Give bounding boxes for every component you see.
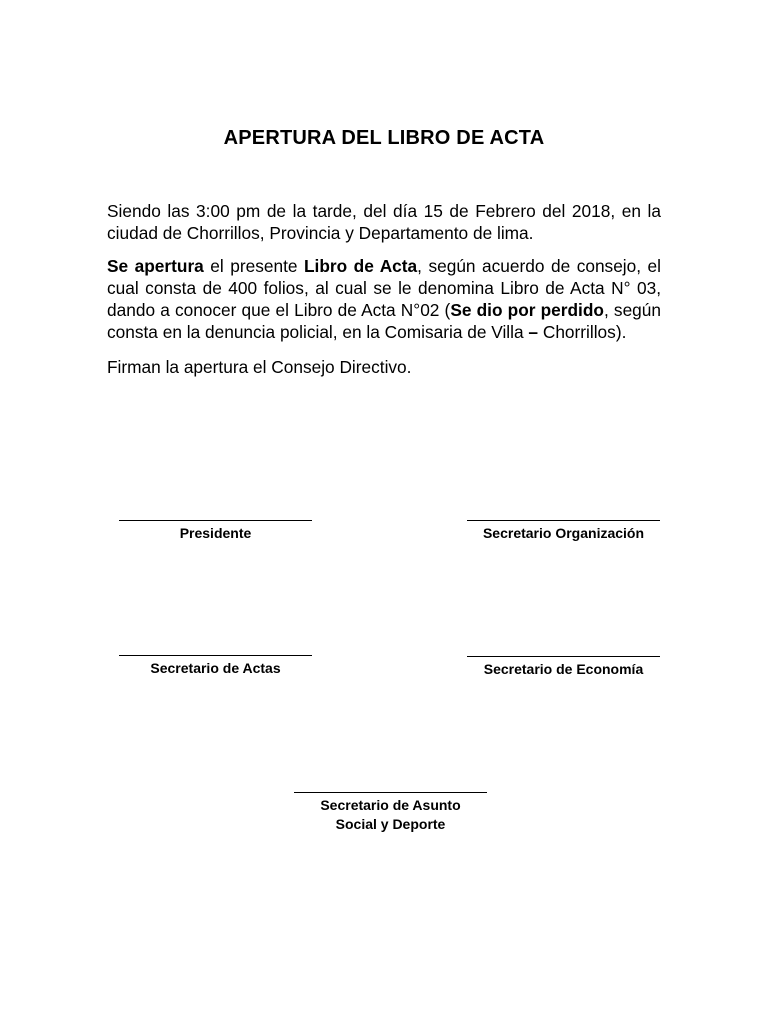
signature-block-secretario-asunto-social [294, 792, 487, 834]
signature-block-secretario-organizacion [467, 520, 660, 543]
paragraph-date-location: Siendo las 3:00 pm de la tarde, del día 15 de Febrero del 2018, en la ciudad de Chorrillos, Provincia y Departamento de lima. [107, 201, 661, 243]
bold-dash: – [528, 322, 539, 342]
paragraph-opening [107, 255, 661, 343]
paragraph-text: , según acuerdo de consejo, el cual consta de 400 folios, al cual se le denomina Libro de Acta N° 03, dando a conocer que el Libro de Acta N°02 ( [107, 256, 662, 320]
signature-line [119, 655, 312, 656]
signature-line [119, 520, 312, 521]
paragraph-text: el presente [203, 256, 304, 276]
signature-block-secretario-actas [119, 655, 312, 678]
bold-se-apertura: Se apertura [107, 256, 204, 276]
signature-label: Presidente [179, 525, 252, 541]
paragraph-signers: Firman la apertura el Consejo Directivo. [107, 357, 412, 377]
signature-line [294, 792, 487, 793]
signature-line [467, 656, 660, 657]
paragraph-text: Chorrillos). [538, 322, 627, 342]
signature-label-line1: Secretario de Asunto [320, 797, 461, 813]
signature-label: Secretario de Economía [483, 661, 644, 677]
paragraph-text: , según consta en la denuncia policial, en la Comisaria de Villa [107, 300, 662, 342]
document-title: APERTURA DEL LIBRO DE ACTA [223, 127, 545, 149]
signature-label: Secretario Organización [482, 525, 645, 541]
bold-se-dio-por-perdido: Se dio por perdido [450, 300, 604, 320]
bold-libro-de-acta: Libro de Acta [303, 256, 418, 276]
signature-line [467, 520, 660, 521]
signature-block-secretario-economia [467, 656, 660, 679]
signature-label: Secretario de Actas [150, 660, 281, 676]
signature-label-line2: Social y Deporte [335, 816, 446, 832]
signature-block-presidente [119, 520, 312, 543]
